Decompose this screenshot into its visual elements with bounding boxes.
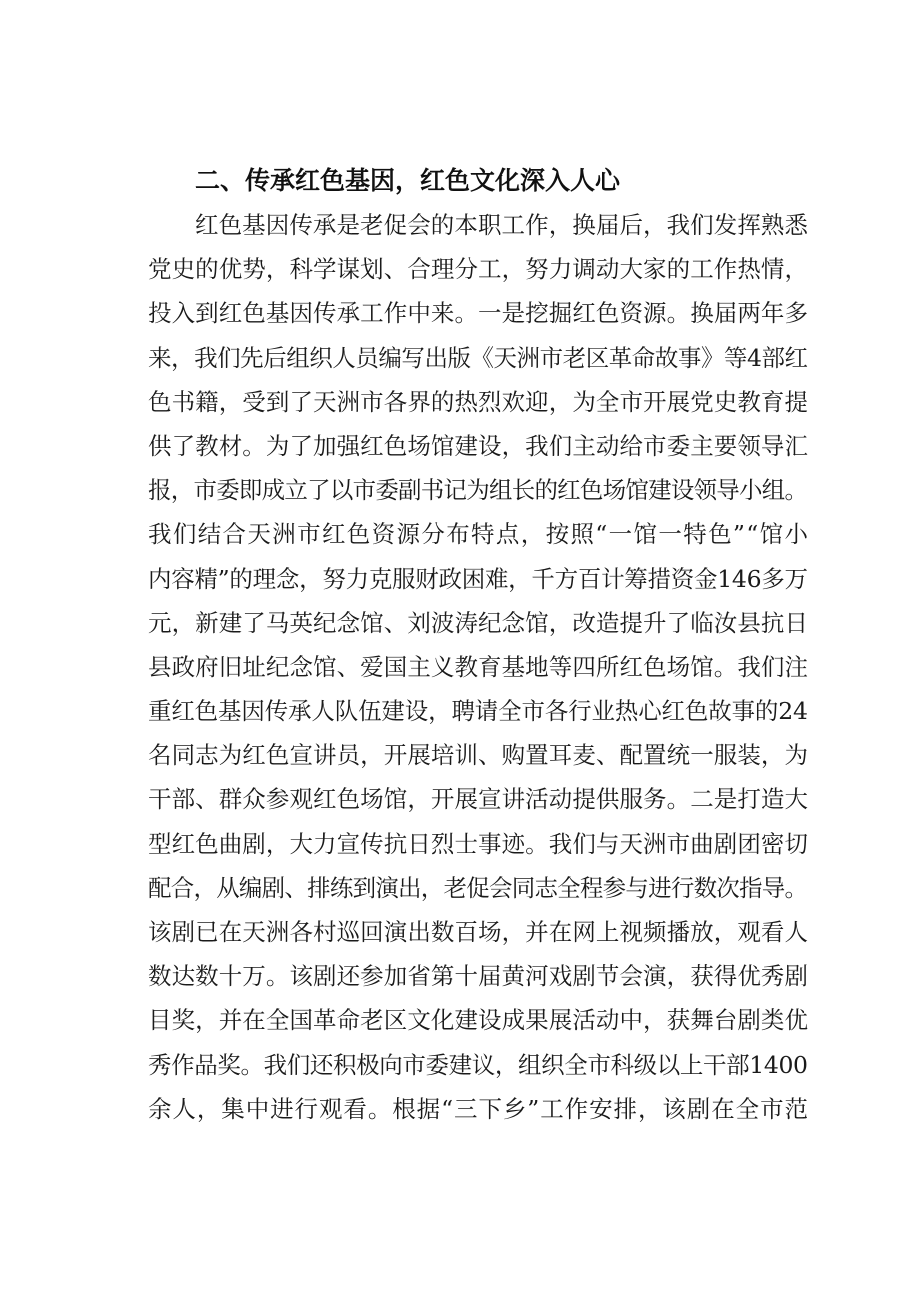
paragraph-line: 报，市委即成立了以市委副书记为组长的红色场馆建设领导小组。 — [148, 476, 808, 505]
paragraph-line: 秀作品奖。我们还积极向市委建议，组织全市科级以上干部1400 — [148, 1050, 808, 1079]
paragraph-line: 数达数十万。该剧还参加省第十届黄河戏剧节会演，获得优秀剧 — [148, 962, 809, 991]
paragraph-line: 余人，集中进行观看。根据“三下乡”工作安排，该剧在全市范 — [148, 1094, 809, 1123]
paragraph-line: 重红色基因传承人队伍建设，聘请全市各行业热心红色故事的24 — [148, 697, 808, 726]
paragraph-line: 县政府旧址纪念馆、爱国主义教育基地等四所红色场馆。我们注 — [148, 652, 809, 681]
paragraph-line: 元，新建了马英纪念馆、刘波涛纪念馆，改造提升了临汝县抗日 — [148, 608, 809, 637]
paragraph-line: 投入到红色基因传承工作中来。一是挖掘红色资源。换届两年多 — [148, 299, 809, 328]
paragraph-line: 目奖，并在全国革命老区文化建设成果展活动中，获舞台剧类优 — [148, 1006, 809, 1035]
paragraph-line: 型红色曲剧，大力宣传抗日烈士事迹。我们与天洲市曲剧团密切 — [148, 829, 809, 858]
paragraph-line: 红色基因传承是老促会的本职工作，换届后，我们发挥熟悉 — [195, 211, 809, 239]
body-paragraph — [148, 203, 808, 1131]
paragraph-line: 来，我们先后组织人员编写出版《天洲市老区革命故事》等4部红 — [148, 343, 808, 372]
paragraph-line: 我们结合天洲市红色资源分布特点，按照“一馆一特色”“馆小 — [148, 520, 810, 549]
paragraph-line: 名同志为红色宣讲员，开展培训、购置耳麦、配置统一服装，为 — [148, 741, 809, 770]
paragraph-line: 内容精”的理念，努力克服财政困难，千方百计筹措资金146多万 — [148, 564, 808, 593]
paragraph-line: 配合，从编剧、排练到演出，老促会同志全程参与进行数次指导。 — [148, 873, 808, 902]
paragraph-line: 党史的优势，科学谋划、合理分工，努力调动大家的工作热情， — [148, 255, 809, 284]
paragraph-line: 干部、群众参观红色场馆，开展宣讲活动提供服务。二是打造大 — [148, 785, 809, 814]
section-heading: 二、传承红色基因，红色文化深入人心 — [195, 166, 621, 195]
paragraph-line: 色书籍，受到了天洲市各界的热烈欢迎，为全市开展党史教育提 — [148, 387, 809, 416]
paragraph-line: 供了教材。为了加强红色场馆建设，我们主动给市委主要领导汇 — [148, 431, 809, 460]
paragraph-line: 该剧已在天洲各村巡回演出数百场，并在网上视频播放，观看人 — [148, 918, 809, 946]
